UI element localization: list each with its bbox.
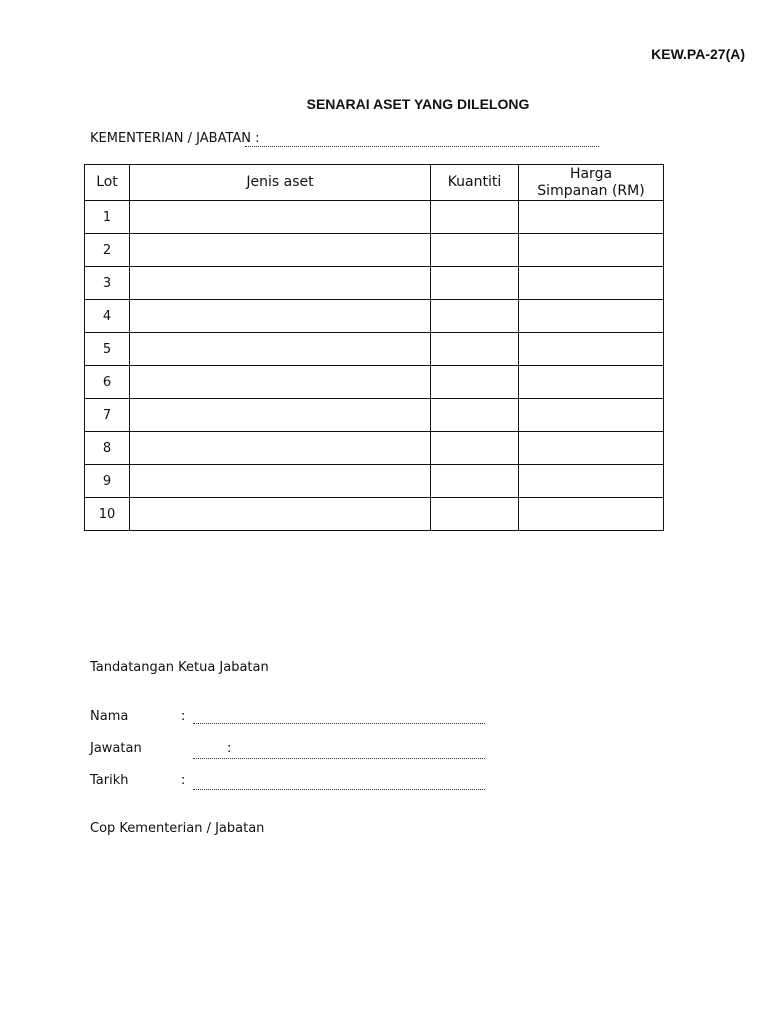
table-row xyxy=(85,201,664,234)
asset-table xyxy=(84,164,664,531)
kuantiti-cell[interactable] xyxy=(431,201,519,234)
harga-simpanan-cell[interactable] xyxy=(519,366,664,399)
kuantiti-cell[interactable] xyxy=(431,498,519,531)
kuantiti-cell[interactable] xyxy=(431,333,519,366)
harga-simpanan-cell[interactable] xyxy=(519,432,664,465)
jenis-aset-cell[interactable] xyxy=(130,366,431,399)
jenis-aset-cell[interactable] xyxy=(130,465,431,498)
jenis-aset-cell[interactable] xyxy=(130,498,431,531)
table-row xyxy=(85,333,664,366)
lot-number: 10 xyxy=(85,498,130,531)
jenis-aset-cell[interactable] xyxy=(130,432,431,465)
jenis-aset-cell[interactable] xyxy=(130,333,431,366)
nama-label: Nama xyxy=(90,709,129,724)
stamp-label: Cop Kementerian / Jabatan xyxy=(90,821,265,836)
kuantiti-cell[interactable] xyxy=(431,399,519,432)
kuantiti-cell[interactable] xyxy=(431,234,519,267)
lot-number: 4 xyxy=(85,300,130,333)
lot-number: 5 xyxy=(85,333,130,366)
table-header-row xyxy=(85,165,664,201)
table-row xyxy=(85,234,664,267)
kuantiti-cell[interactable] xyxy=(431,300,519,333)
harga-header-line1: Harga xyxy=(569,165,613,182)
jawatan-label: Jawatan xyxy=(90,741,142,756)
kuantiti-cell[interactable] xyxy=(431,366,519,399)
table-row xyxy=(85,300,664,333)
kuantiti-cell[interactable] xyxy=(431,267,519,300)
lot-number: 1 xyxy=(85,201,130,234)
page-title: SENARAI ASET YANG DILELONG xyxy=(306,96,530,112)
column-header-harga-simpanan xyxy=(519,165,664,201)
jenis-aset-cell[interactable] xyxy=(130,267,431,300)
lot-number: 8 xyxy=(85,432,130,465)
jawatan-colon: : xyxy=(227,741,232,756)
jenis-aset-cell[interactable] xyxy=(130,234,431,267)
harga-simpanan-cell[interactable] xyxy=(519,267,664,300)
kuantiti-cell[interactable] xyxy=(431,465,519,498)
table-row xyxy=(85,432,664,465)
kuantiti-cell[interactable] xyxy=(431,432,519,465)
lot-number: 7 xyxy=(85,399,130,432)
lot-number: 3 xyxy=(85,267,130,300)
harga-simpanan-cell[interactable] xyxy=(519,234,664,267)
harga-simpanan-cell[interactable] xyxy=(519,465,664,498)
jenis-aset-cell[interactable] xyxy=(130,300,431,333)
harga-simpanan-cell[interactable] xyxy=(519,300,664,333)
form-code: KEW.PA-27(A) xyxy=(651,46,745,62)
tarikh-label: Tarikh xyxy=(90,773,129,788)
harga-simpanan-cell[interactable] xyxy=(519,498,664,531)
lot-number: 9 xyxy=(85,465,130,498)
nama-field-line[interactable] xyxy=(193,723,485,724)
lot-number: 2 xyxy=(85,234,130,267)
jenis-aset-cell[interactable] xyxy=(130,399,431,432)
table-row xyxy=(85,366,664,399)
harga-simpanan-cell[interactable] xyxy=(519,201,664,234)
jenis-aset-cell[interactable] xyxy=(130,201,431,234)
ministry-field-line xyxy=(245,146,599,147)
table-row xyxy=(85,465,664,498)
table-row xyxy=(85,267,664,300)
lot-number: 6 xyxy=(85,366,130,399)
harga-simpanan-cell[interactable] xyxy=(519,399,664,432)
ministry-label: KEMENTERIAN / JABATAN : xyxy=(90,131,260,146)
harga-simpanan-cell[interactable] xyxy=(519,333,664,366)
table-row xyxy=(85,498,664,531)
signature-heading: Tandatangan Ketua Jabatan xyxy=(90,660,269,675)
nama-colon: : xyxy=(181,709,186,724)
column-header-lot: Lot xyxy=(85,165,130,201)
tarikh-colon: : xyxy=(181,773,186,788)
table-row xyxy=(85,399,664,432)
jawatan-field-line[interactable] xyxy=(193,758,485,759)
column-header-kuantiti: Kuantiti xyxy=(431,165,519,201)
column-header-jenis-aset: Jenis aset xyxy=(130,165,431,201)
tarikh-field-line[interactable] xyxy=(193,789,485,790)
harga-header-line2: Simpanan (RM) xyxy=(537,182,645,199)
